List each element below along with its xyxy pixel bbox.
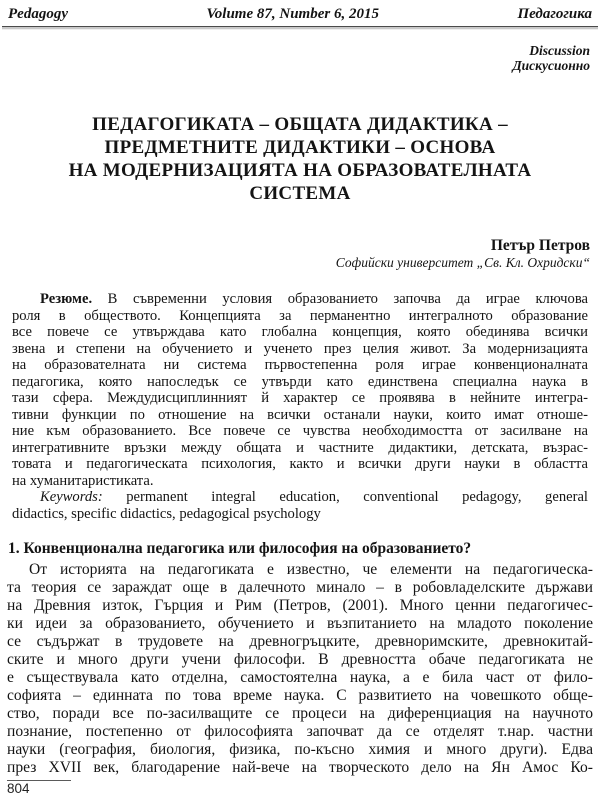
abstract-line: на хуманитаристиката. [12, 472, 154, 489]
abstract-line: педагогика, която напоследък се утвърди като единствена специална наука в [12, 373, 588, 390]
body-line: на Древния изток, Гърция и Рим (Петров, (2001). Много ценни педагогичес- [7, 597, 593, 614]
author-affiliation: Софийски университет „Св. Кл. Охридски“ [335, 255, 590, 270]
page-footer [7, 780, 71, 797]
body-line: е съществувала като отделна, самостоятелна наука, а е била част от фило- [7, 669, 593, 686]
abstract-line: роля в обществото. Концепцията за перманентно интегралното образование [12, 307, 588, 324]
running-head [0, 0, 600, 26]
running-head-volume: Volume 87, Number 6, 2015 [206, 6, 379, 22]
byline [0, 237, 590, 271]
keywords-line: Keywords: permanent integral education, conventional pedagogy, general [40, 489, 588, 505]
abstract-line: все повече се утвърждава като глобална концепция, която обединява всички [12, 324, 588, 340]
abstract-line: Резюме. В съвременни условия образованието започва да играе ключова [40, 291, 588, 307]
body-line: ските и много други учени философи. В древността обаче педагогиката не [7, 651, 593, 668]
header-rule [2, 26, 598, 30]
body-line: се съдържат в трудовете на древногръцките, древноримските, древнокитай- [7, 633, 593, 650]
article-title-line: ПЕДАГОГИКАТА – ОБЩАТА ДИДАКТИКА – [92, 114, 508, 135]
article-title [12, 113, 588, 205]
body-line: От историята на педагогиката е известно, че елементи на педагогическа- [29, 561, 593, 578]
abstract-line: на образователната ни система първостепенна роля играе конвенционалната [12, 357, 588, 373]
article-title-line: ПРЕДМЕТНИТЕ ДИДАКТИКИ – ОСНОВА [104, 137, 496, 158]
author-name: Петър Петров [490, 237, 590, 254]
abstract-line: тивни функции по отношение на всички останали науки, които имат отноше- [12, 406, 588, 423]
body-line: науки (география, биология, физика, по-късно химия и много други). Едва [7, 741, 593, 758]
keywords-label: Keywords: [40, 489, 103, 505]
body-line: през XVII век, благодарение най-вече на творческото дело на Ян Амос Ко- [7, 759, 593, 776]
abstract-line: звена и степени на обучението и ученето през целия живот. За модернизацията [12, 340, 588, 357]
abstract-line: товата и педагогическата психология, както и всички други науки в областта [12, 456, 588, 472]
abstract-line: тази сфера. Междудисциплинният й характер се проявява в нейните интегра- [12, 390, 588, 406]
abstract-label: Резюме. [40, 291, 93, 307]
body-line: ки идеи за образованието, обучението и възпитанието на младото поколение [7, 615, 593, 632]
page-number: 804 [7, 781, 30, 796]
body-line: познание, постепенно от философията започват да се отделят т.нар. частни [7, 723, 593, 740]
body-line: ство, поради все по-засилващите се процеси на диференциация на научното [7, 705, 593, 722]
abstract-line: интегративните връзки между общата и частните дидактики, детската, възрас- [12, 439, 588, 456]
body-line: та теория се зараждат още в далечното минало – в робовладелските държави [7, 579, 593, 596]
article-title-line: СИСТЕМА [249, 183, 351, 204]
abstract [12, 291, 588, 522]
article-title-line: НА МОДЕРНИЗАЦИЯТА НА ОБРАЗОВАТЕЛНАТА [68, 160, 532, 181]
abstract-line: ние към образованието. Все повече се чувства необходимостта от засилване на [12, 423, 588, 439]
body-text [7, 561, 593, 777]
running-head-journal-bg: Педагогика [517, 6, 592, 22]
rubric-bg: Дискусионно [512, 58, 590, 73]
keywords-line: didactics, specific didactics, pedagogical psychology [12, 505, 321, 522]
body-line: софията – единната по това време наука. С развитието на човешкото обще- [7, 687, 593, 704]
running-head-journal-en: Pedagogy [8, 6, 68, 22]
rubric-en: Discussion [529, 43, 590, 58]
rubric [0, 43, 590, 73]
section-heading: 1. Конвенционална педагогика или философия на образованието? [8, 540, 472, 557]
